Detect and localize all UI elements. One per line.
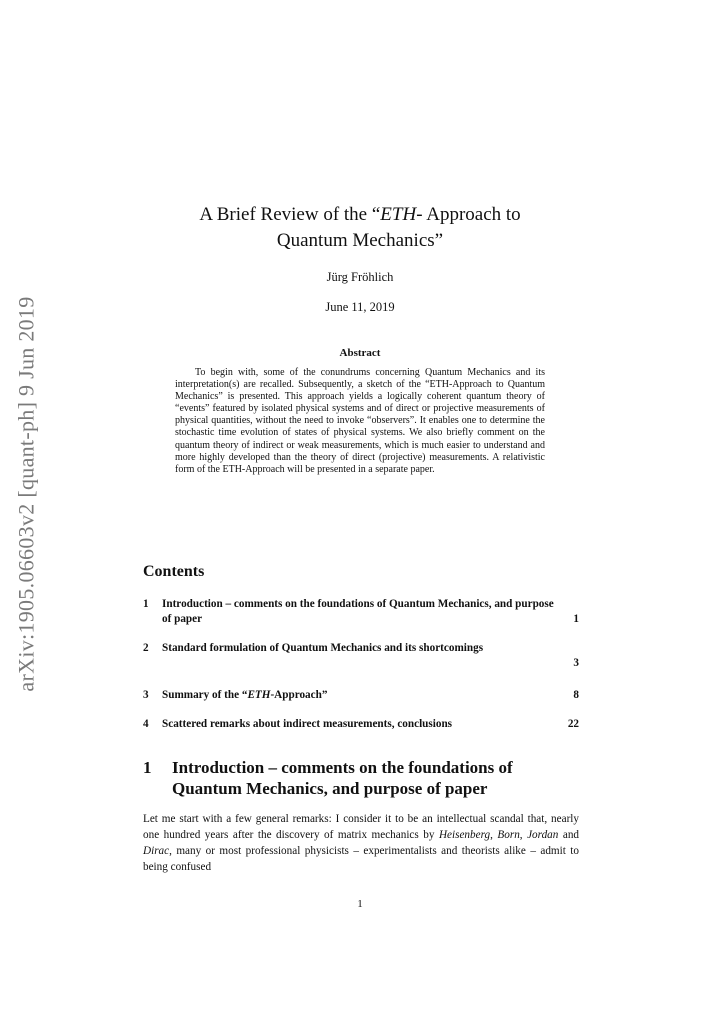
toc-title-end: -Approach” — [270, 689, 328, 701]
contents-heading: Contents — [143, 563, 205, 580]
title-line2: Quantum Mechanics” — [276, 230, 444, 251]
name-separator: and — [558, 829, 580, 841]
title-eth-italic: ETH — [380, 204, 417, 225]
toc-entry-number: 4 — [143, 718, 149, 730]
toc-entry-page: 22 — [567, 718, 579, 730]
toc-entry-2[interactable] — [143, 641, 579, 671]
toc-entry-number: 1 — [143, 598, 149, 610]
name-dirac: Dirac — [143, 845, 170, 857]
toc-entry-title — [162, 688, 559, 703]
toc-entry-4[interactable] — [143, 717, 579, 732]
abstract-heading: Abstract — [339, 347, 381, 359]
title-line1-start: A Brief Review of the “ — [199, 204, 381, 225]
name-heisenberg: Heisenberg — [438, 829, 491, 841]
name-jordan: Jordan — [527, 829, 559, 841]
toc-entry-title: Standard formulation of Quantum Mechanics and its shortcomings — [162, 642, 484, 654]
section-number: 1 — [143, 758, 152, 777]
toc-title-start: Summary of the “ — [162, 689, 248, 701]
arxiv-identifier-stamp — [12, 296, 42, 692]
page-number: 1 — [357, 898, 363, 910]
toc-entry-title: Introduction – comments on the foundations of Quantum Mechanics, and purpose of paper — [162, 598, 554, 625]
name-separator: , — [490, 829, 498, 841]
toc-entry-1[interactable] — [143, 597, 579, 627]
toc-entry-number: 2 — [143, 642, 149, 654]
intro-paragraph — [143, 811, 579, 875]
toc-entry-page: 3 — [573, 657, 579, 669]
arxiv-identifier-text: arXiv:1905.06603v2 [quant-ph] 9 Jun 2019 — [14, 296, 39, 692]
toc-entry-title: Scattered remarks about indirect measurements, conclusions — [162, 718, 453, 730]
title-line1-end: - Approach to — [416, 204, 521, 225]
table-of-contents — [143, 597, 579, 732]
section-1-heading — [143, 757, 583, 799]
author-name: Jürg Fröhlich — [326, 270, 394, 284]
paper-title — [140, 202, 580, 254]
name-born: Born — [497, 829, 520, 841]
toc-entry-3[interactable] — [143, 688, 579, 703]
toc-entry-page: 8 — [573, 689, 579, 701]
paragraph-text-start: Let me start with a few general remarks: I consider it to be an intellectual scandal that, nearly one hundred years after the discovery of matrix mechanics by — [143, 813, 579, 841]
toc-entry-page: 1 — [573, 613, 579, 625]
section-title: Introduction – comments on the foundations of Quantum Mechanics, and purpose of paper — [172, 758, 513, 798]
name-separator: , — [519, 829, 528, 841]
paragraph-text-end: , many or most professional physicists – experimentalists and theorists alike – admit to being confused — [143, 845, 579, 873]
toc-title-eth-italic: ETH — [247, 689, 271, 701]
publication-date: June 11, 2019 — [325, 300, 395, 314]
toc-entry-number: 3 — [143, 689, 149, 701]
abstract-text: To begin with, some of the conundrums concerning Quantum Mechanics and its interpretation(s) are recalled. Subsequently, a sketch of the “ETH-Approach to Quantum Mechanics” is presented. This approach yields a logically coherent quantum theory of “events” featured by isolated physical systems and of direct or projective measurements of physical quantities, without the need to invoke “observers”. It enables one to determine the stochastic time evolution of states of physical systems. We also briefly comment on the quantum theory of indirect or weak measurements, which is much easier to understand and more highly developed than the theory of direct (projective) measurements. A relativistic form of the ETH-Approach will be presented in a separate paper. — [175, 367, 545, 475]
